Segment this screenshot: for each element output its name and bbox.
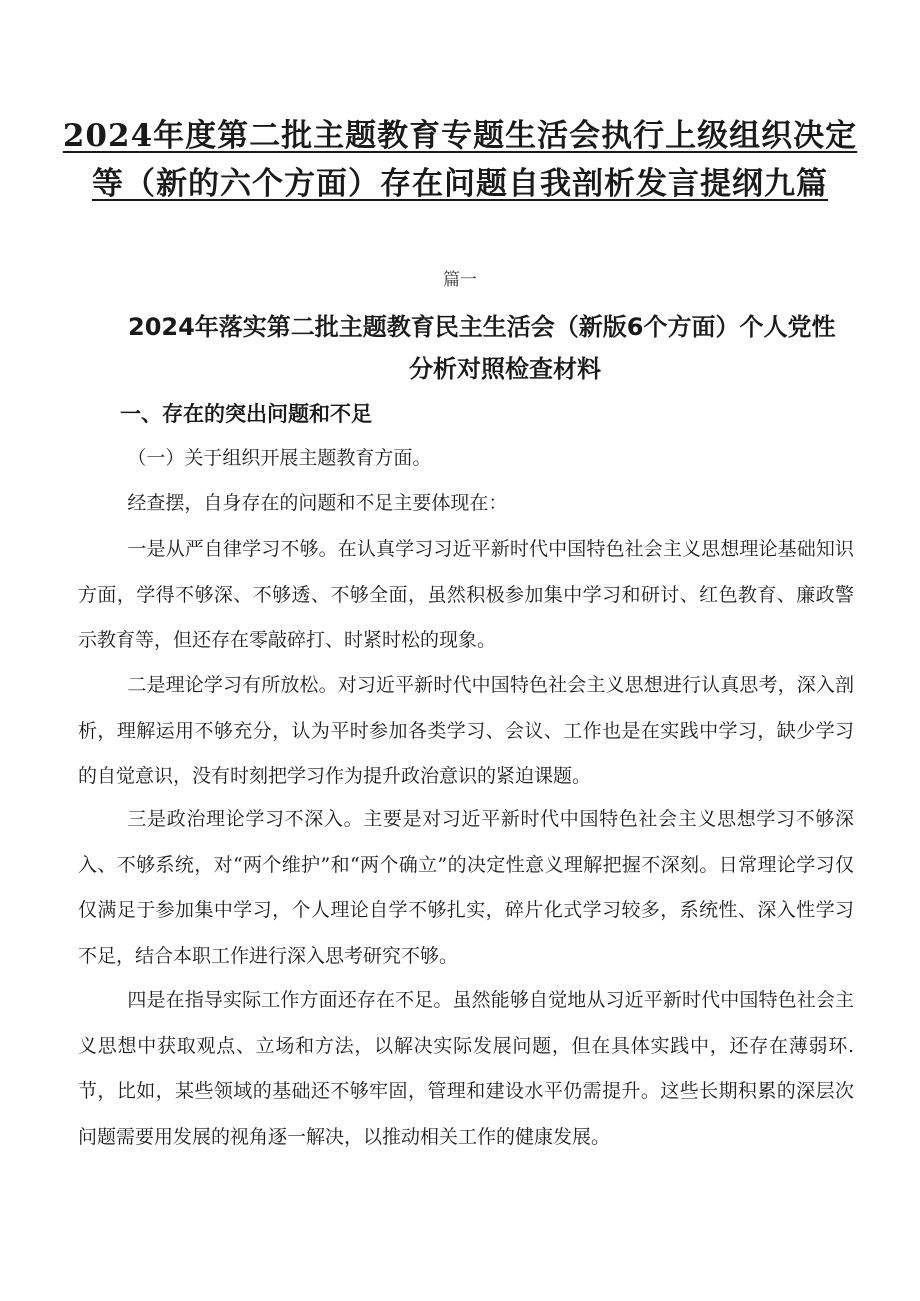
article-subtitle [120,306,860,390]
article-subtitle-line-2: 分析对照检查材料 [409,355,601,383]
paragraph-3: 三是政治理论学习不深入。主要是对习近平新时代中国特色社会主义思想学习不够深入、不够系统，对“两个维护”和“两个确立”的决定性意义理解把握不深刻。日常理论学习仅仅满足于参加集中学习，个人理论自学不够扎实，碎片化式学习较多，系统性、深入性学习不足，结合本职工作进行深入思考研究不够。 [78,808,854,967]
paragraph-4: 四是在指导实际工作方面还存在不足。虽然能够自觉地从习近平新时代中国特色社会主义思想中获取观点、立场和方法，以解决实际发展问题，但在具体实践中，还存在薄弱环.节，比如，某些领域的基础还不够牢固，管理和建设水平仍需提升。这些长期积累的深层次问题需要用发展的视角逐一解决，以推动相关工作的健康发展。 [78,989,854,1148]
sub-heading: （一）关于组织开展主题教育方面。 [127,447,432,469]
intro-paragraph: 经查摆，自身存在的问题和不足主要体现在： [127,492,508,514]
article-subtitle-line-1: 2024年落实第二批主题教育民主生活会（新版6个方面）个人党性 [128,313,836,341]
section-label: 篇一 [443,270,477,290]
document-title-line-2: 等（新的六个方面）存在问题自我剖析发言提纲九篇 [92,166,828,202]
paragraph-2: 二是理论学习有所放松。对习近平新时代中国特色社会主义思想进行认真思考，深入剖析，理解运用不够充分，认为平时参加各类学习、会议、工作也是在实践中学习，缺少学习的自觉意识，没有时刻把学习作为提升政治意识的紧迫课题。 [78,674,854,787]
document-title-line-1: 2024年度第二批主题教育专题生活会执行上级组织决定 [62,118,858,154]
section-heading: 一、存在的突出问题和不足 [120,402,372,426]
document-title [60,112,860,208]
paragraph-1: 一是从严自律学习不够。在认真学习习近平新时代中国特色社会主义思想理论基础知识方面，学得不够深、不够透、不够全面，虽然积极参加集中学习和研讨、红色教育、廉政警示教育等，但还存在零敲碎打、时紧时松的现象。 [78,538,854,651]
